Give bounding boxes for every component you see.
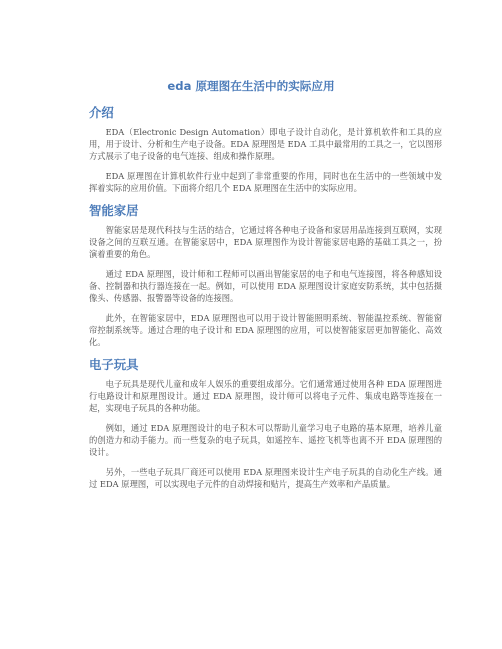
section-introduction (89, 104, 442, 194)
paragraph: 此外，在智能家居中，EDA 原理图也可以用于设计智能照明系统、智能温控系统、智能窗帘控制系统等。通过合理的电子设计和 EDA 原理图的应用，可以使智能家居更加智能化、高效化。 (89, 313, 442, 347)
section-heading: 智能家居 (89, 203, 139, 218)
paragraph: 另外，一些电子玩具厂商还可以使用 EDA 原理图来设计生产电子玩具的自动化生产线。通过 EDA 原理图，可以实现电子元件的自动焊接和贴片，提高生产效率和产品质量。 (89, 467, 442, 489)
paragraph: 电子玩具是现代儿童和成年人娱乐的重要组成部分。它们通常通过使用各种 EDA 原理图进行电路设计和原理图设计。通过 EDA 原理图，设计师可以将电子元件、集成电路等连接在一起，实现电子玩具的各种功能。 (89, 379, 442, 413)
paragraph: EDA（Electronic Design Automation）即电子设计自动化，是计算机软件和工具的应用，用于设计、分析和生产电子设备。EDA 原理图是 EDA 工具中最常用的工具之一，它以图形方式展示了电子设备的电气连接、组成和操作原理。 (89, 127, 442, 161)
section-heading: 介绍 (89, 105, 114, 120)
paragraph: 通过 EDA 原理图，设计师和工程师可以画出智能家居的电子和电气连接图，将各种感知设备、控制器和执行器连接在一起。例如，可以使用 EDA 原理图设计家庭安防系统，其中包括摄像头、传感器、报警器等设备的连接图。 (89, 269, 442, 303)
paragraph: 智能家居是现代科技与生活的结合，它通过将各种电子设备和家居用品连接到互联网，实现设备之间的互联互通。在智能家居中，EDA 原理图作为设计智能家居电路的基础工具之一，扮演着重要的角色。 (89, 225, 442, 259)
paragraph: 例如，通过 EDA 原理图设计的电子积木可以帮助儿童学习电子电路的基本原理，培养儿童的创造力和动手能力。而一些复杂的电子玩具，如遥控车、遥控飞机等也离不开 EDA 原理图的设计。 (89, 423, 442, 457)
paragraph: EDA 原理图在计算机软件行业中起到了非常重要的作用，同时也在生活中的一些领域中发挥着实际的应用价值。下面将介绍几个 EDA 原理图在生活中的实际应用。 (89, 171, 442, 193)
section-smart-home (89, 202, 442, 348)
section-electronic-toys (89, 356, 442, 490)
section-heading: 电子玩具 (89, 357, 139, 372)
document-title: eda 原理图在生活中的实际应用 (167, 79, 335, 93)
